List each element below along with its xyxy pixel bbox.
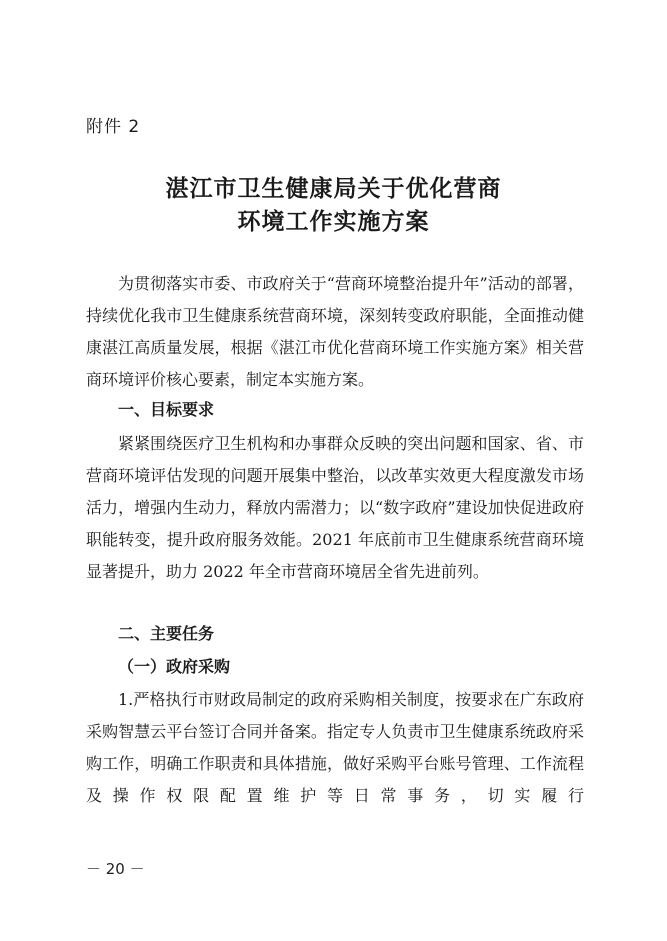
subsection-1-paragraph: 1.严格执行市财政局制定的政府采购相关制度，按要求在广东政府采购智慧云平台签订合同并备案。指定专人负责市卫生健康系统政府采购工作，明确工作职责和具体措施，做好采购平台账号管理、工作流程及操作权限配置维护等日常事务，切实履行 <box>86 690 584 805</box>
intro-paragraph: 为贯彻落实市委、市政府关于“营商环境整治提升年”活动的部署，持续优化我市卫生健康系统营商环境，深刻转变政府职能，全面推动健康湛江高质量发展，根据《湛江市优化营商环境工作实施方案》相关营商环境评价核心要素，制定本实施方案。 <box>86 274 584 389</box>
document-title-line-1: 湛江市卫生健康局关于优化营商 <box>165 175 502 202</box>
intro-block <box>86 268 584 396</box>
section-1-block <box>86 428 584 588</box>
document-title-line-2: 环境工作实施方案 <box>237 208 430 235</box>
subsection-1-heading: （一）政府采购 <box>118 657 231 676</box>
section-1-paragraph: 紧紧围绕医疗卫生机构和办事群众反映的突出问题和国家、省、市营商环境评估发现的问题开展集中整治，以改革实效更大程度激发市场活力，增强内生动力，释放内需潜力；以“数字政府”建设加快促进政府职能转变，提升政府服务效能。2021 年底前市卫生健康系统营商环境显著提升，助力 2022 年全市营商环境居全省先进前列。 <box>86 434 584 581</box>
subsection-1-block <box>86 684 584 812</box>
page-number: － 20 － <box>86 860 145 878</box>
section-2-heading: 二、主要任务 <box>118 624 215 643</box>
attachment-label: 附件 2 <box>86 117 141 137</box>
section-1-heading: 一、目标要求 <box>118 400 215 419</box>
